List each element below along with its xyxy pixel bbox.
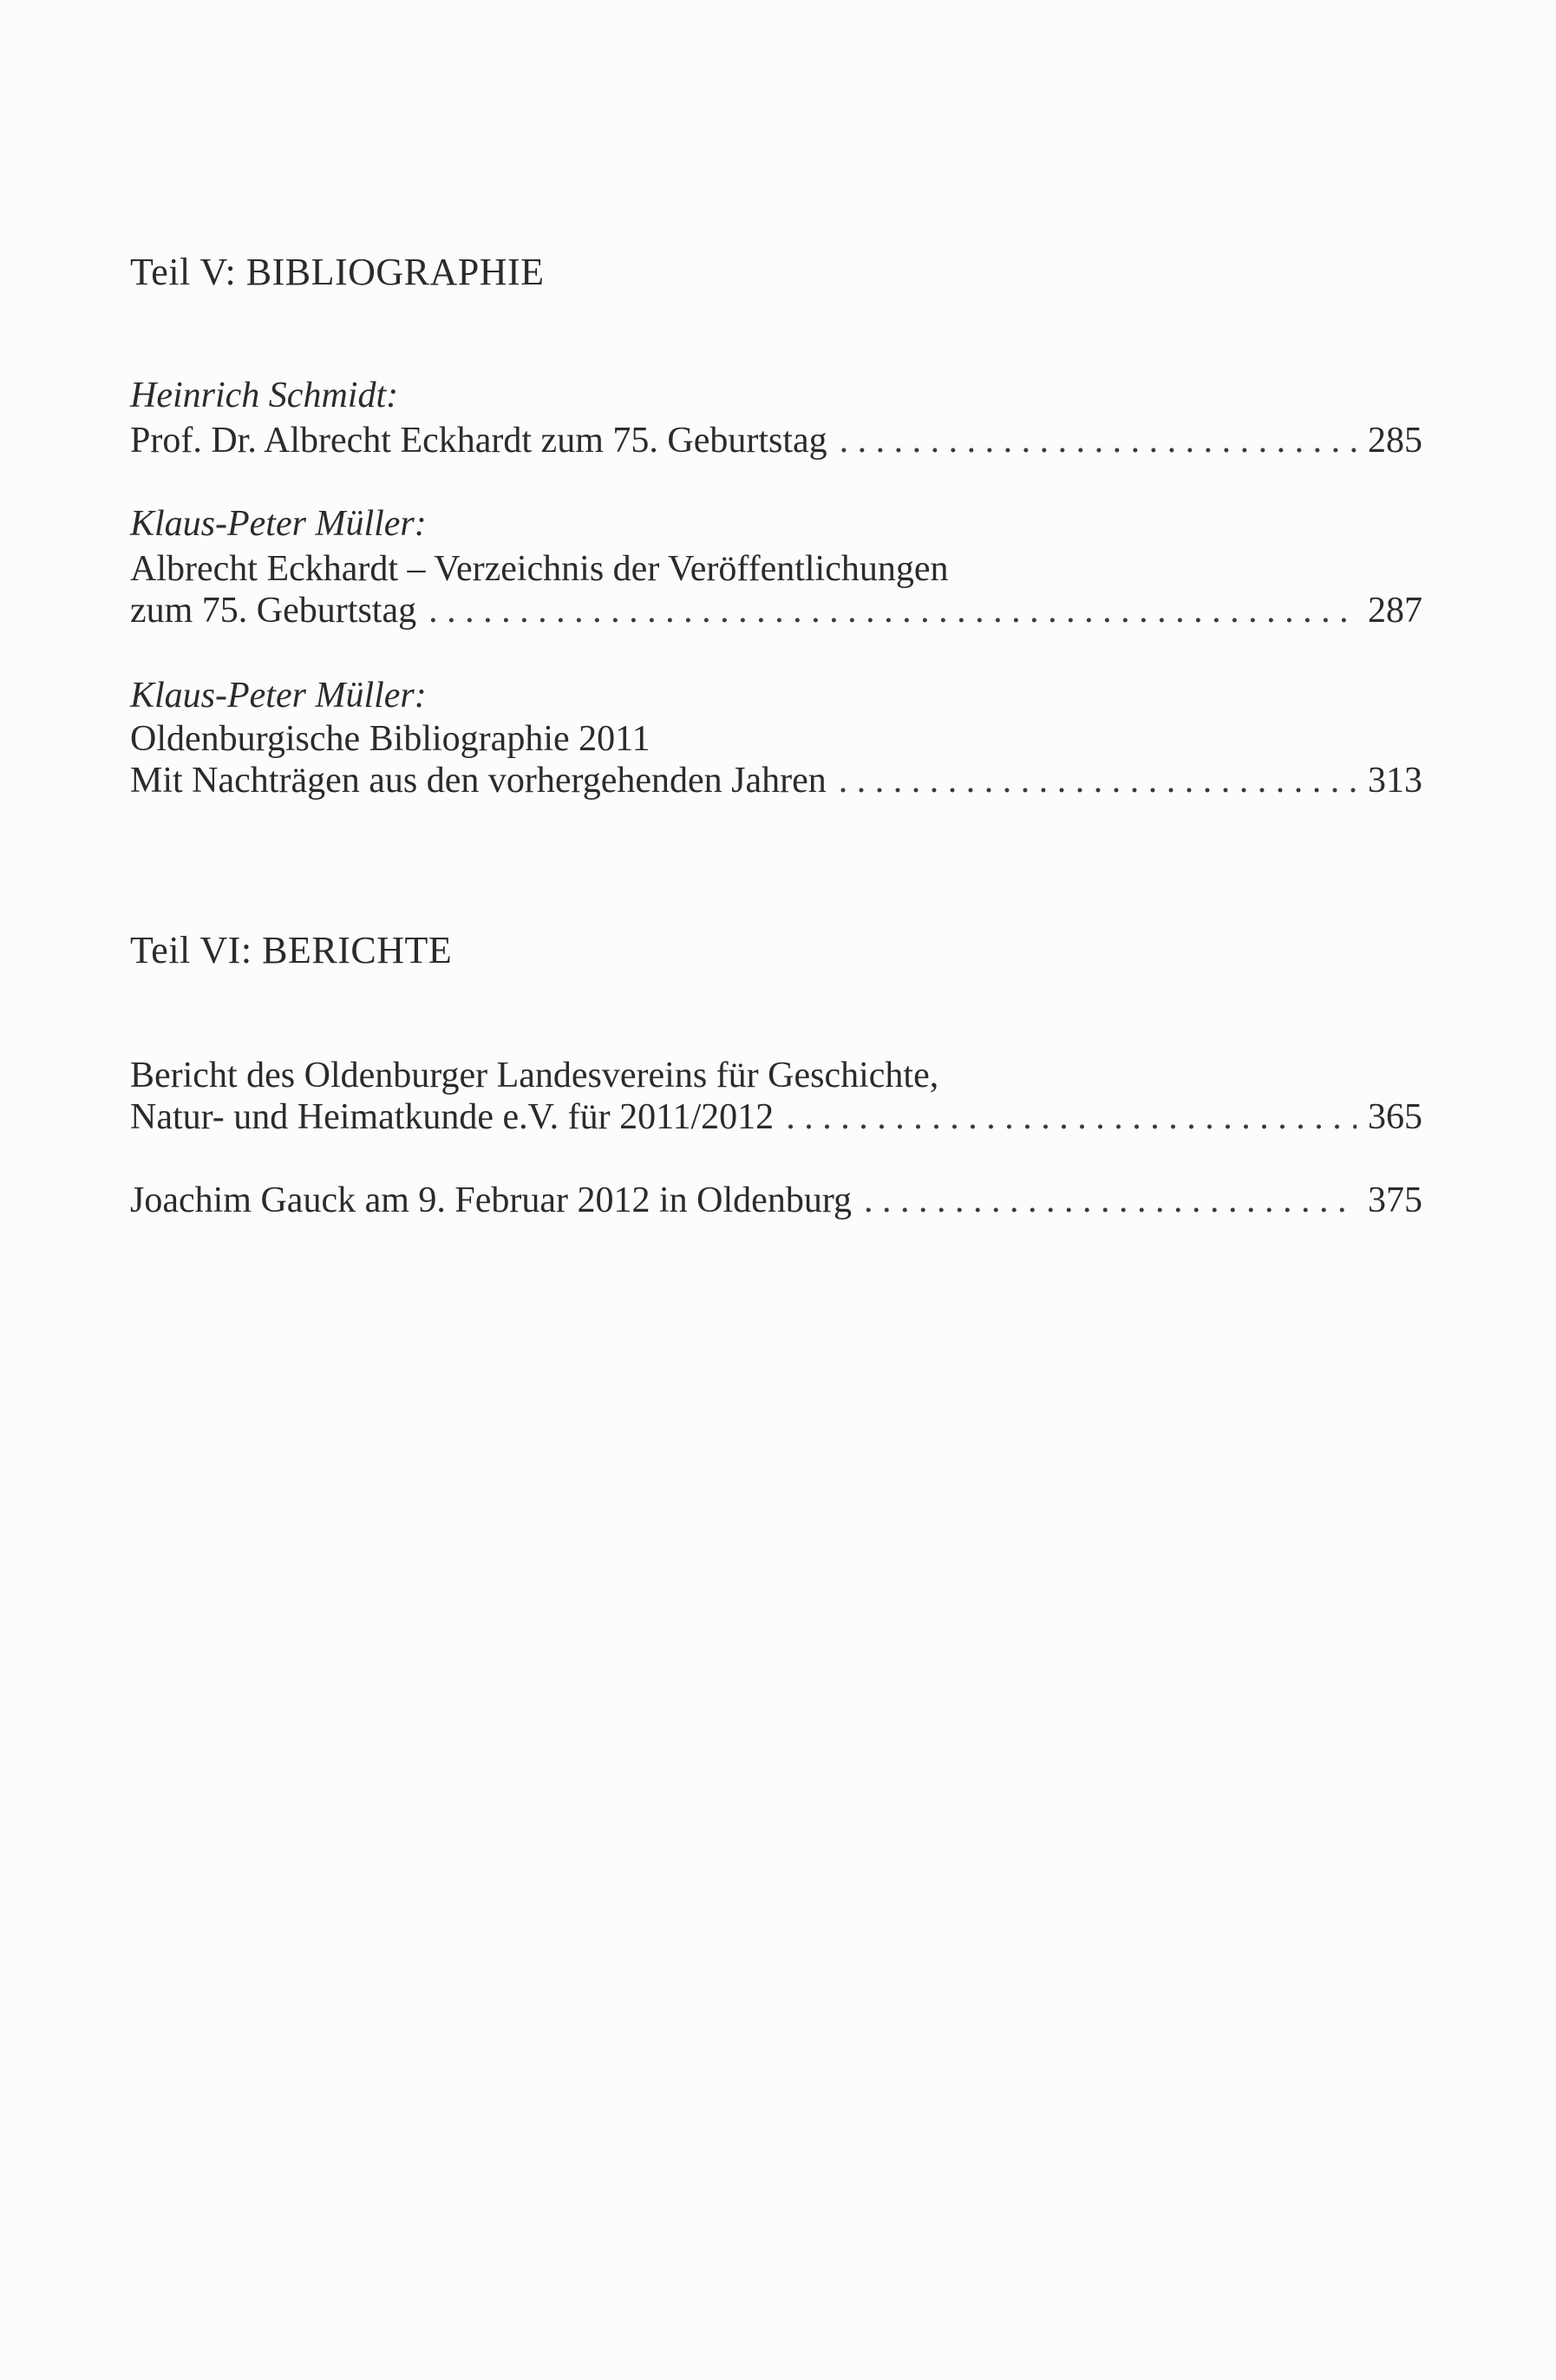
section-heading-berichte: Teil VI: BERICHTE xyxy=(130,929,453,971)
toc-entry-line xyxy=(130,760,1422,801)
entry-title-continued: zum 75. Geburtstag xyxy=(130,591,417,631)
entry-title-continued: Natur- und Heimatkunde e.V. für 2011/2012 xyxy=(130,1097,775,1137)
toc-entry-line xyxy=(130,1180,1422,1221)
page-number: 285 xyxy=(1368,421,1422,461)
dot-leader xyxy=(839,760,1357,801)
entry-title-continued: Mit Nachträgen aus den vorhergehenden Jahren xyxy=(130,761,827,801)
entry-author: Klaus-Peter Müller: xyxy=(130,504,427,544)
entry-author: Klaus-Peter Müller: xyxy=(130,676,427,716)
page-number: 287 xyxy=(1368,591,1422,631)
entry-title: Prof. Dr. Albrecht Eckhardt zum 75. Geburtstag xyxy=(130,421,827,461)
dot-leader xyxy=(786,1096,1357,1138)
section-heading-bibliographie: Teil V: BIBLIOGRAPHIE xyxy=(130,251,545,293)
entry-title: Albrecht Eckhardt – Verzeichnis der Veröffentlichungen xyxy=(130,549,949,589)
dot-leader xyxy=(428,590,1357,631)
dot-leader xyxy=(864,1180,1357,1221)
entry-title: Oldenburgische Bibliographie 2011 xyxy=(130,719,651,759)
entry-title: Bericht des Oldenburger Landesvereins für Geschichte, xyxy=(130,1056,939,1095)
entry-title: Joachim Gauck am 9. Februar 2012 in Oldenburg xyxy=(130,1180,853,1220)
page-number: 365 xyxy=(1368,1097,1422,1137)
toc-entry-line xyxy=(130,420,1422,461)
dot-leader xyxy=(840,420,1357,461)
entry-author: Heinrich Schmidt: xyxy=(130,376,399,415)
toc-entry-line xyxy=(130,590,1422,631)
toc-entry-line xyxy=(130,1096,1422,1138)
page-number: 375 xyxy=(1368,1180,1422,1220)
page-number: 313 xyxy=(1368,761,1422,801)
